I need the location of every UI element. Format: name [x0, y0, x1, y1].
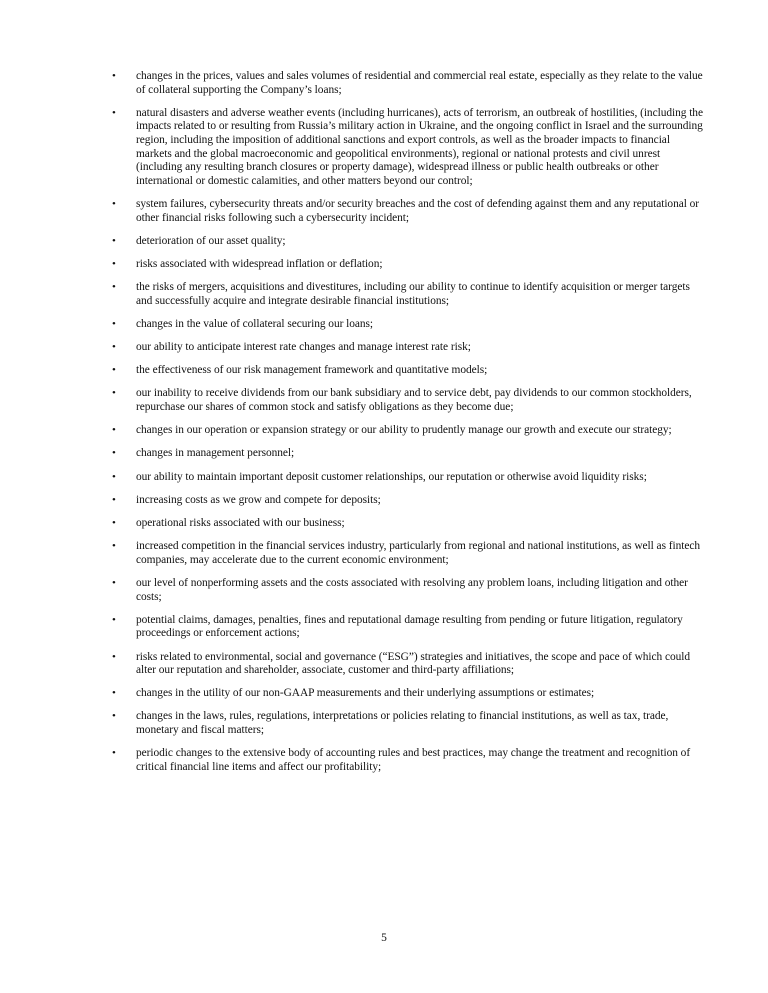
- list-item-text: potential claims, damages, penalties, fines and reputational damage resulting from pending or future litigation, regulatory proceedings or enforcement actions;: [136, 613, 683, 640]
- list-item-text: operational risks associated with our business;: [136, 516, 345, 529]
- risk-factor-list: [108, 70, 708, 784]
- bullet-marker: •: [112, 470, 116, 483]
- bullet-marker: •: [112, 387, 116, 400]
- bullet-marker: •: [112, 106, 116, 119]
- list-item: [108, 494, 708, 508]
- list-item-text: the effectiveness of our risk management framework and quantitative models;: [136, 364, 488, 377]
- list-item: [108, 198, 708, 225]
- list-item: [108, 687, 708, 701]
- list-item: [108, 281, 708, 308]
- bullet-marker: •: [112, 234, 116, 247]
- bullet-marker: •: [112, 281, 116, 294]
- bullet-marker: •: [112, 516, 116, 529]
- bullet-marker: •: [112, 317, 116, 330]
- bullet-marker: •: [112, 197, 116, 210]
- list-item: [108, 387, 708, 414]
- list-item-text: changes in the prices, values and sales volumes of residential and commercial real estate, especially as they relate to the value of collateral supporting the Company’s loans;: [136, 70, 703, 96]
- bullet-marker: •: [112, 447, 116, 460]
- list-item: [108, 424, 708, 438]
- list-item-text: our ability to anticipate interest rate changes and manage interest rate risk;: [136, 341, 471, 354]
- bullet-marker: •: [112, 70, 116, 82]
- list-item: [108, 614, 708, 641]
- list-item: [108, 447, 708, 461]
- list-item: [108, 540, 708, 567]
- list-item-text: changes in the utility of our non-GAAP measurements and their underlying assumptions or estimates;: [136, 687, 595, 700]
- list-item: [108, 364, 708, 378]
- list-item: [108, 651, 708, 678]
- bullet-marker: •: [112, 687, 116, 700]
- list-item-text: increased competition in the financial services industry, particularly from regional and national institutions, as well as fintech companies, may accelerate due to the current economic environment;: [136, 540, 701, 566]
- bullet-marker: •: [112, 747, 116, 760]
- list-item: [108, 341, 708, 355]
- list-item-text: natural disasters and adverse weather events (including hurricanes), acts of terrorism, an outbreak of hostilities, (including the impacts related to or resulting from Russia’s military action in Ukraine, and the ongoing conflict in Israel and the surrounding region, including the imposition of additional sanctions and export controls, as well as the broader impacts to financial markets and the global macroeconomic and geopolitical environments), regional or national protests and civil unrest (including any resulting branch closures or property damage), widespread illness or public health outbreaks or other international or domestic calamities, and other matters beyond our control;: [136, 106, 703, 187]
- list-item: [108, 517, 708, 531]
- page-number: 5: [381, 932, 387, 944]
- list-item-text: changes in the value of collateral securing our loans;: [136, 317, 374, 330]
- bullet-marker: •: [112, 710, 116, 723]
- list-item: [108, 318, 708, 332]
- list-item-text: periodic changes to the extensive body of accounting rules and best practices, may change the treatment and recognition of critical financial line items and affect our profitability;: [136, 747, 691, 773]
- list-item-text: our level of nonperforming assets and the costs associated with resolving any problem loans, including litigation and other costs;: [136, 576, 688, 603]
- list-item-text: our inability to receive dividends from our bank subsidiary and to service debt, pay dividends to our common stockholders, repurchase our shares of common stock and satisfy obligations as they become due;: [136, 387, 692, 414]
- list-item-text: system failures, cybersecurity threats and/or security breaches and the cost of defending against them and any reputational or other financial risks following such a cybersecurity incident;: [136, 197, 700, 224]
- list-item-text: risks associated with widespread inflation or deflation;: [136, 257, 383, 270]
- list-item-text: increasing costs as we grow and compete for deposits;: [136, 493, 381, 506]
- bullet-marker: •: [112, 424, 116, 437]
- bullet-marker: •: [112, 540, 116, 553]
- bullet-marker: •: [112, 650, 116, 663]
- list-item: [108, 107, 708, 189]
- list-item: [108, 471, 708, 485]
- list-item-text: risks related to environmental, social and governance (“ESG”) strategies and initiatives, the scope and pace of which could alter our reputation and shareholder, associate, customer and third-party affiliations;: [136, 650, 691, 677]
- list-item-text: changes in management personnel;: [136, 447, 295, 460]
- list-item-text: changes in our operation or expansion strategy or our ability to prudently manage our growth and execute our strategy;: [136, 424, 672, 437]
- list-item: [108, 235, 708, 249]
- list-item-text: the risks of mergers, acquisitions and divestitures, including our ability to continue to identify acquisition or merger targets and successfully acquire and integrate desirable financial institutions;: [136, 281, 690, 307]
- bullet-marker: •: [112, 257, 116, 270]
- bullet-marker: •: [112, 364, 116, 377]
- bullet-marker: •: [112, 576, 116, 589]
- list-item-text: our ability to maintain important deposit customer relationships, our reputation or otherwise avoid liquidity risks;: [136, 470, 647, 483]
- list-item: [108, 258, 708, 272]
- bullet-marker: •: [112, 613, 116, 626]
- list-item: [108, 70, 708, 97]
- list-item: [108, 710, 708, 737]
- list-item: [108, 577, 708, 604]
- list-item-text: deterioration of our asset quality;: [136, 234, 286, 247]
- bullet-marker: •: [112, 341, 116, 354]
- list-item-text: changes in the laws, rules, regulations, interpretations or policies relating to financial institutions, as well as tax, trade, monetary and fiscal matters;: [136, 710, 669, 737]
- list-item: [108, 747, 708, 774]
- bullet-marker: •: [112, 493, 116, 506]
